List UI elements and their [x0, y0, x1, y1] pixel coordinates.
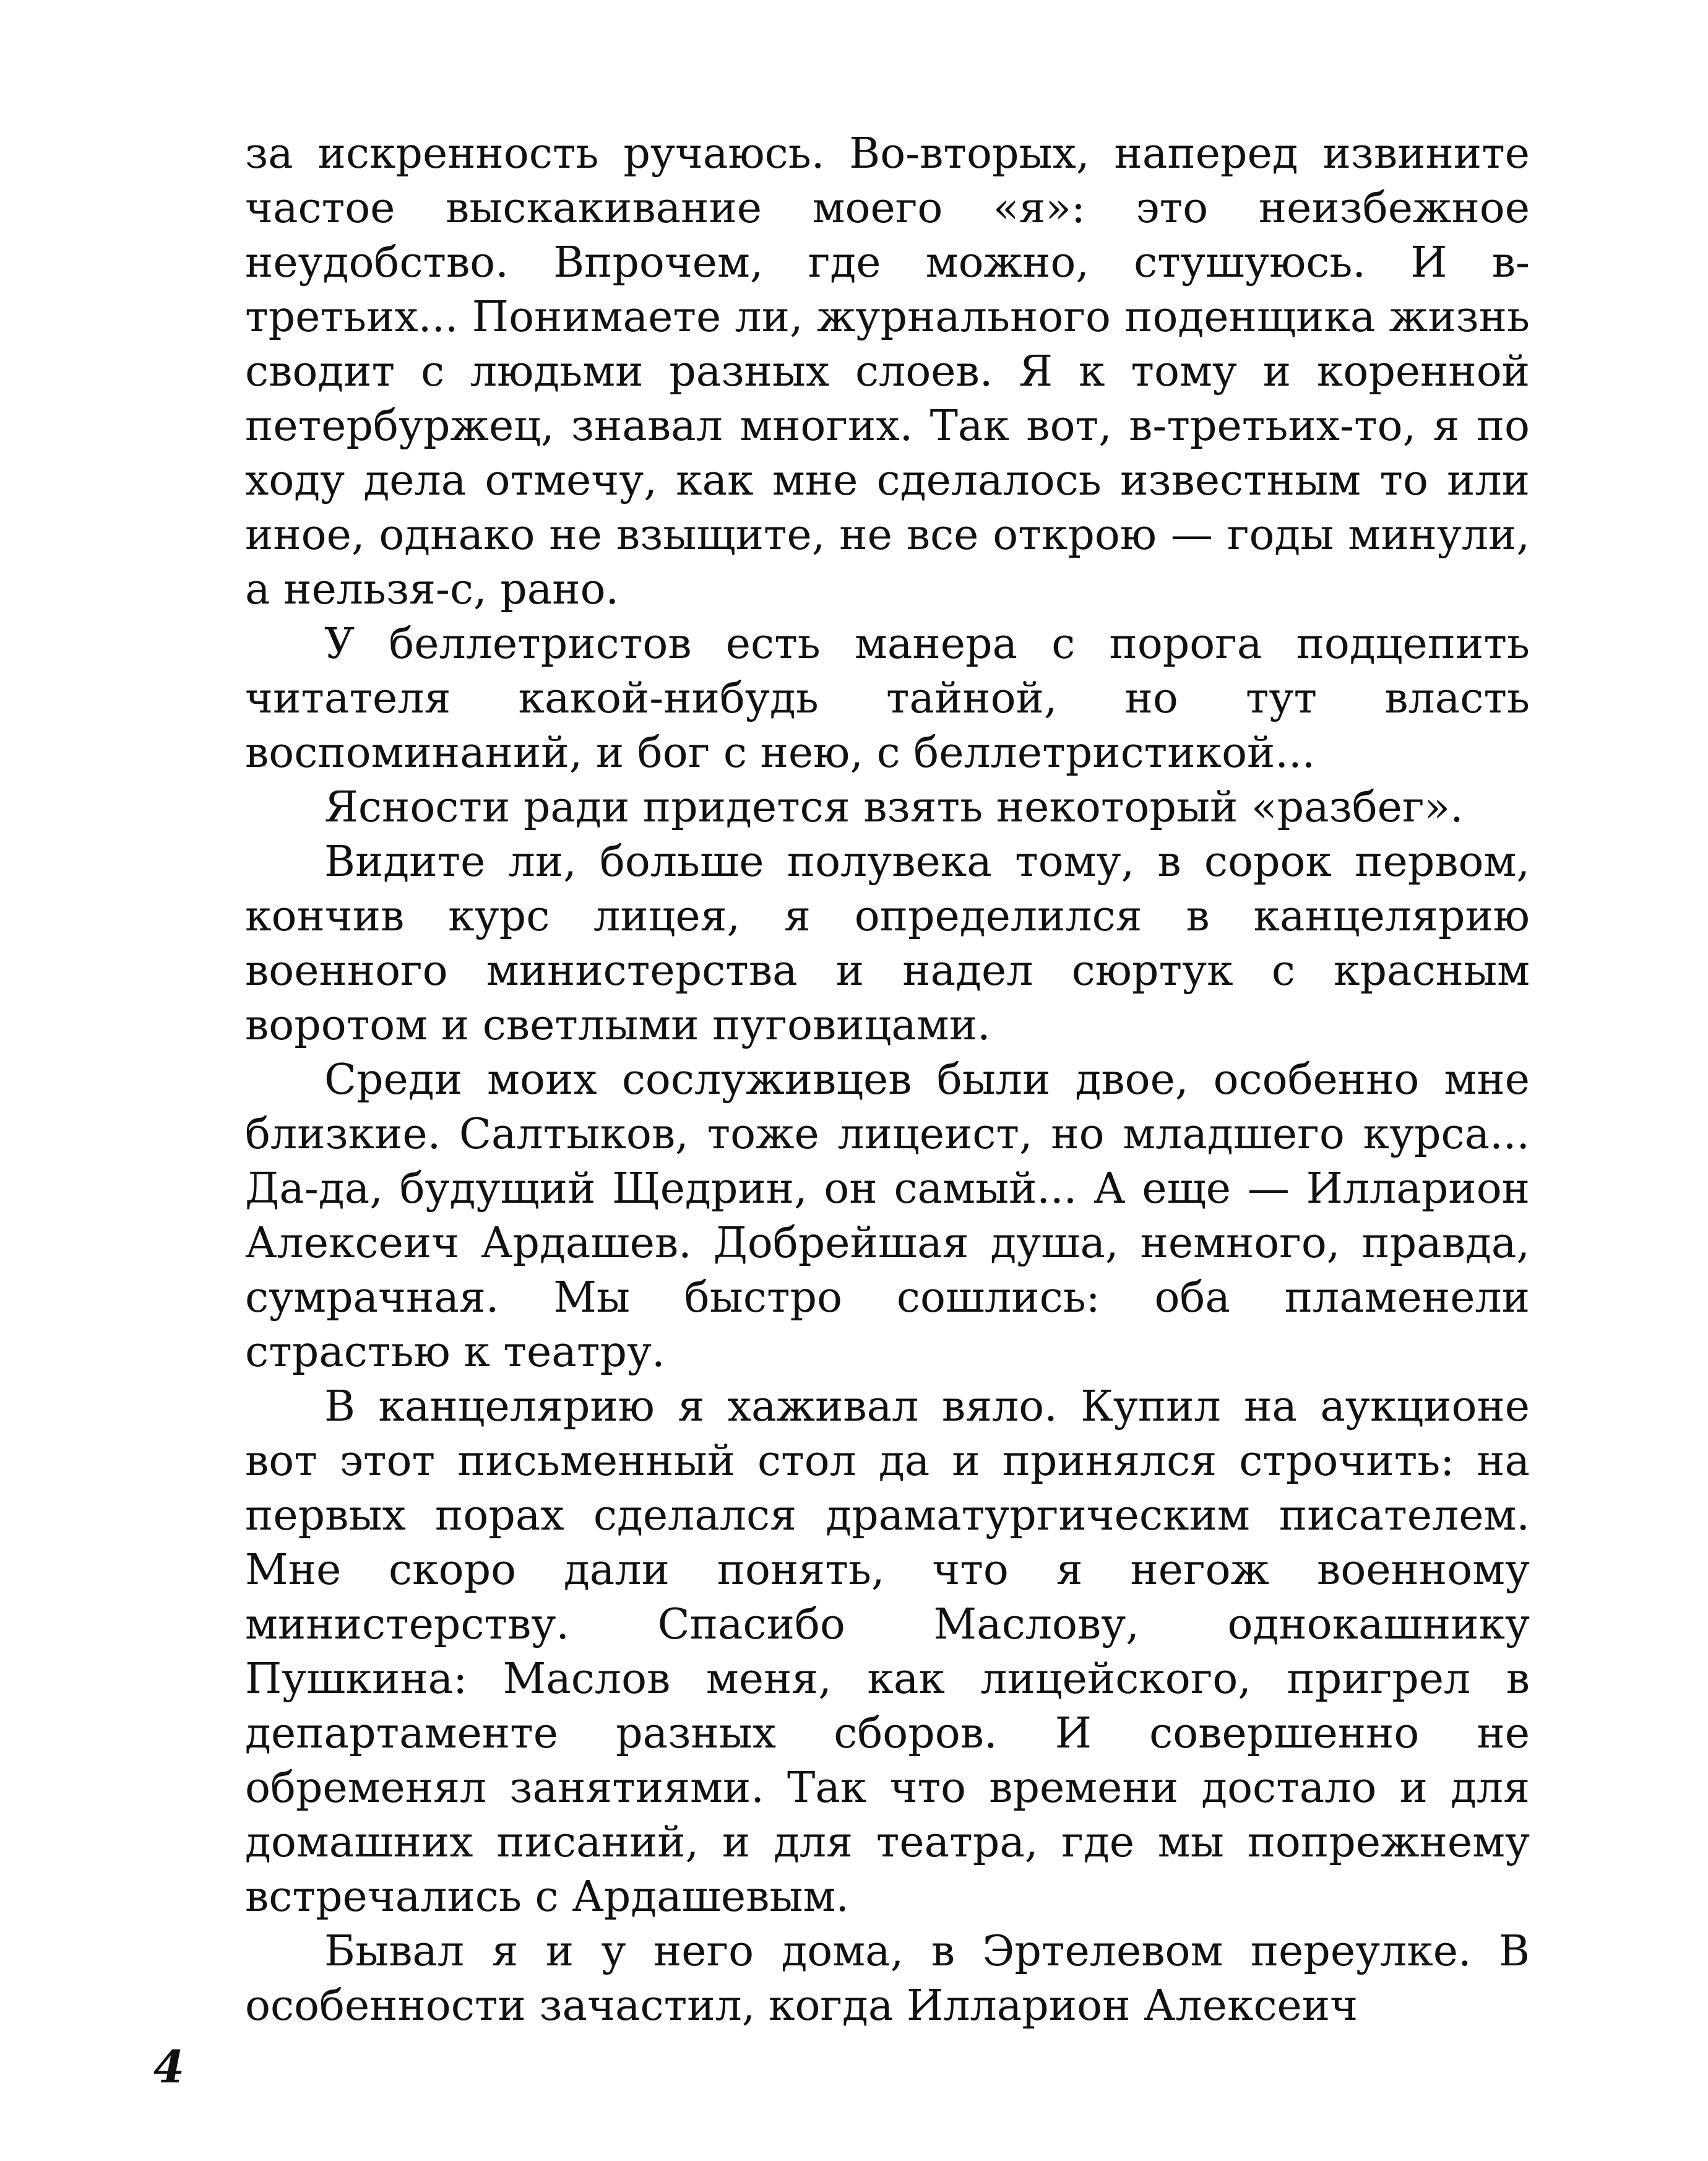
paragraph: за искренность ручаюсь. Во-вторых, наперед извините частое выскакивание моего «я»: это неизбежное неудобство. Впрочем, где можно, стушуюсь. И в-третьих... Понимаете ли, журнального поденщика жизнь сводит с людьми разных слоев. Я к тому и коренной петербуржец, знавал многих. Так вот, в-третьих-то, я по ходу дела отмечу, как мне сделалось известным то или иное, однако не взыщите, не все открою — годы минули, а нельзя-с, рано. [245, 129, 1530, 614]
paragraph: Среди моих сослуживцев были двое, особенно мне близкие. Салтыков, тоже лицеист, но младшего курса... Да-да, будущий Щедрин, он самый... А еще — Илларион Алексеич Ардашев. Добрейшая душа, немного, правда, сумрачная. Мы быстро сошлись: оба пламенели страстью к театру. [245, 1055, 1530, 1377]
page-number: 4 [153, 2040, 185, 2093]
paragraph: Ясности ради придется взять некоторый «разбег». [324, 783, 1464, 832]
paragraph: Видите ли, больше полувека тому, в сорок первом, кончив курс лицея, я определился в канцелярию военного министерства и надел сюртук с красным воротом и светлыми пуговицами. [245, 838, 1530, 1050]
paragraph: Бывал я и у него дома, в Эртелевом переулке. В особенности зачастил, когда Илларион Алексеич [245, 1927, 1530, 2030]
paragraph: У беллетристов есть манера с порога подцепить читателя какой-нибудь тайной, но тут власть воспоминаний, и бог с нею, с беллетристикой... [245, 620, 1530, 777]
body-text [245, 127, 1530, 2033]
paragraph: В канцелярию я хаживал вяло. Купил на аукционе вот этот письменный стол да и принялся строчить: на первых порах сделался драматургическим писателем. Мне скоро дали понять, что я негож военному министерству. Спасибо Маслову, однокашнику Пушкина: Маслов меня, как лицейского, пригрел в департаменте разных сборов. И совершенно не обременял занятиями. Так что времени достало и для домашних писаний, и для театра, где мы попрежнему встречались с Ардашевым. [245, 1382, 1530, 1921]
